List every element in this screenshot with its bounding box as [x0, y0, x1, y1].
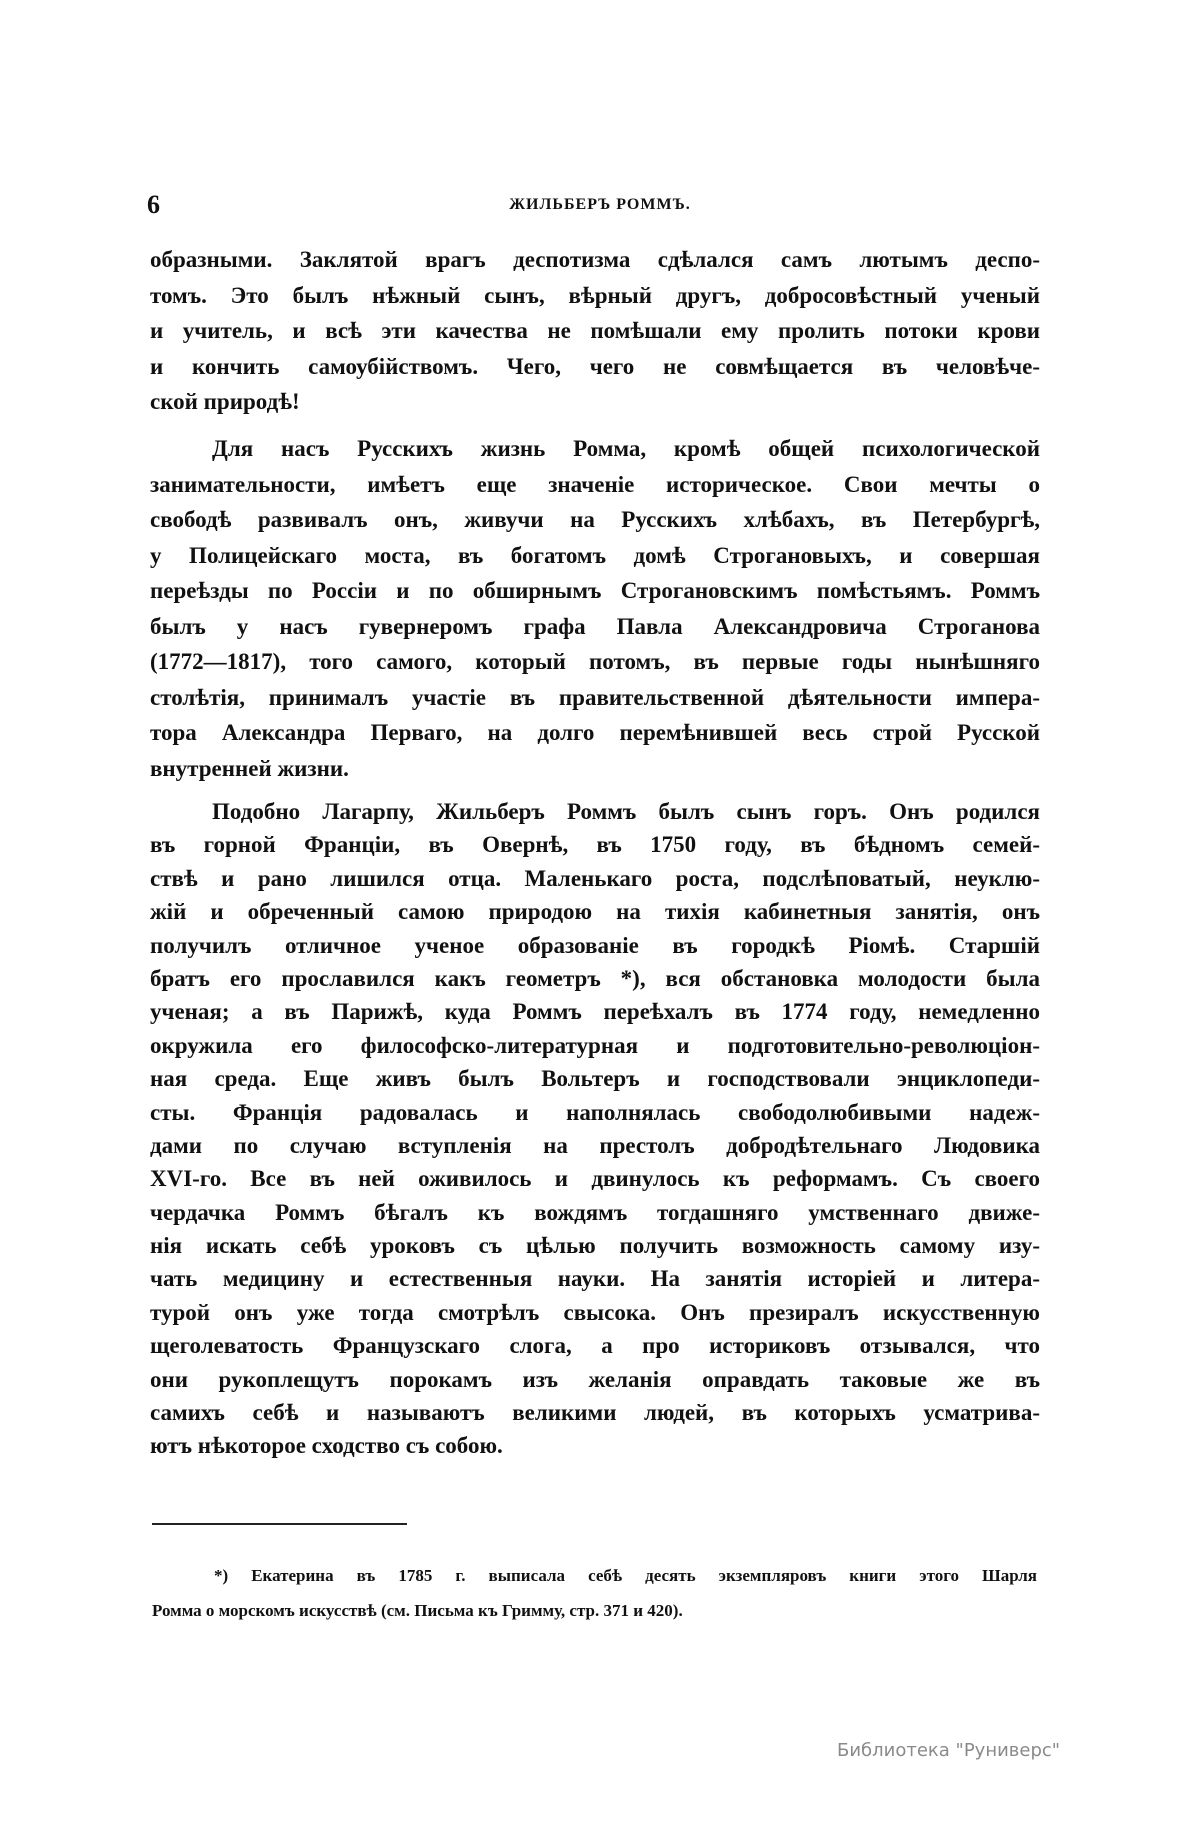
text-line: ствѣ и рано лишился отца. Маленькаго роста, подслѣповатый, неуклю- [150, 865, 1040, 891]
text-line: былъ у насъ гувернеромъ графа Павла Александровича Строганова [150, 613, 1040, 639]
text-line: переѣзды по Россіи и по обширнымъ Строгановскимъ помѣстьямъ. Роммъ [150, 578, 1040, 603]
text-line: чать медицину и естественныя науки. На занятія исторіей и литера- [150, 1266, 1040, 1292]
text-line: и кончить самоубійствомъ. Чего, чего не совмѣщается въ человѣче- [150, 353, 1040, 379]
text-line: они рукоплещутъ порокамъ изъ желанія оправдать таковые же въ [150, 1366, 1040, 1392]
footnote [152, 1558, 1037, 1628]
text-line: столѣтія, принималъ участіе въ правительственной дѣятельности импера- [150, 684, 1040, 710]
text-line: Для насъ Русскихъ жизнь Ромма, кромѣ общей психологической [212, 436, 1040, 461]
text-line: у Полицейскаго моста, въ богатомъ домѣ Строгановыхъ, и совершая [150, 542, 1040, 568]
running-head: ЖИЛЬБЕРЪ РОММЪ. [509, 196, 691, 213]
text-line: ная среда. Еще живъ былъ Вольтеръ и господствовали энциклопеди- [150, 1066, 1040, 1092]
paragraph-1 [150, 242, 1040, 420]
paragraph-3 [150, 795, 1040, 1463]
text-line: братъ его прославился какъ геометръ *), вся обстановка молодости была [150, 965, 1040, 991]
text-line: чердачка Роммъ бѣгалъ къ вождямъ тогдашняго умственнаго движе- [150, 1199, 1040, 1225]
text-line: свободѣ развивалъ онъ, живучи на Русскихъ хлѣбахъ, въ Петербургѣ, [150, 507, 1040, 532]
text-line: и учитель, и всѣ эти качества не помѣшали ему пролить потоки крови [150, 318, 1040, 343]
text-line: окружила его философско-литературная и подготовительно-революціон- [150, 1032, 1040, 1058]
text-line: получилъ отличное ученое образованіе въ городкѣ Ріомѣ. Старшій [150, 932, 1040, 958]
paragraph-2 [150, 431, 1040, 786]
page-number: 6 [147, 190, 160, 219]
text-line: турой онъ уже тогда смотрѣлъ свысока. Онъ презиралъ искусственную [150, 1299, 1040, 1325]
text-line: (1772—1817), того самого, который потомъ, въ первые годы нынѣшняго [150, 649, 1040, 674]
text-line: жій и обреченный самою природою на тихія кабинетныя занятія, онъ [150, 899, 1040, 925]
text-line: сты. Франція радовалась и наполнялась свободолюбивыми надеж- [150, 1099, 1040, 1125]
text-line: занимательности, имѣетъ еще значеніе историческое. Свои мечты о [150, 471, 1040, 497]
footnote-divider [152, 1523, 407, 1525]
text-line: образными. Заклятой врагъ деспотизма сдѣлался самъ лютымъ деспо- [150, 247, 1040, 272]
text-line: Подобно Лагарпу, Жильберъ Роммъ былъ сынъ горъ. Онъ родился [212, 799, 1040, 824]
text-line: въ горной Франціи, въ Овернѣ, въ 1750 году, въ бѣдномъ семей- [150, 832, 1040, 858]
text-line: щеголеватость Французскаго слога, а про историковъ отзывался, что [150, 1333, 1040, 1359]
text-line: ученая; а въ Парижѣ, куда Роммъ переѣхалъ въ 1774 году, немедленно [150, 999, 1040, 1025]
text-line: XVI-го. Все въ ней оживилось и двинулось къ реформамъ. Съ своего [150, 1166, 1040, 1192]
text-line: дами по случаю вступленія на престолъ добродѣтельнаго Людовика [150, 1132, 1040, 1158]
text-line: тора Александра Перваго, на долго перемѣнившей весь строй Русской [150, 720, 1040, 745]
library-watermark: Библиотека "Руниверс" [837, 1740, 1061, 1761]
text-line: самихъ себѣ и называютъ великими людей, въ которыхъ усматрива- [150, 1400, 1040, 1426]
text-line: нія искать себѣ уроковъ съ цѣлью получить возможность самому изу- [150, 1233, 1040, 1259]
text-line: ской природѣ! [150, 389, 300, 414]
text-line: Ромма о морскомъ искусствѣ (см. Письма къ Гримму, стр. 371 и 420). [152, 1601, 683, 1620]
text-line: внутренней жизни. [150, 755, 349, 781]
text-line: *) Екатерина въ 1785 г. выписала себѣ десять экземпляровъ книги этого Шарля [214, 1566, 1037, 1585]
text-line: томъ. Это былъ нѣжный сынъ, вѣрный другъ, добросовѣстный ученый [150, 282, 1040, 308]
text-line: ютъ нѣкоторое сходство съ собою. [150, 1433, 503, 1459]
